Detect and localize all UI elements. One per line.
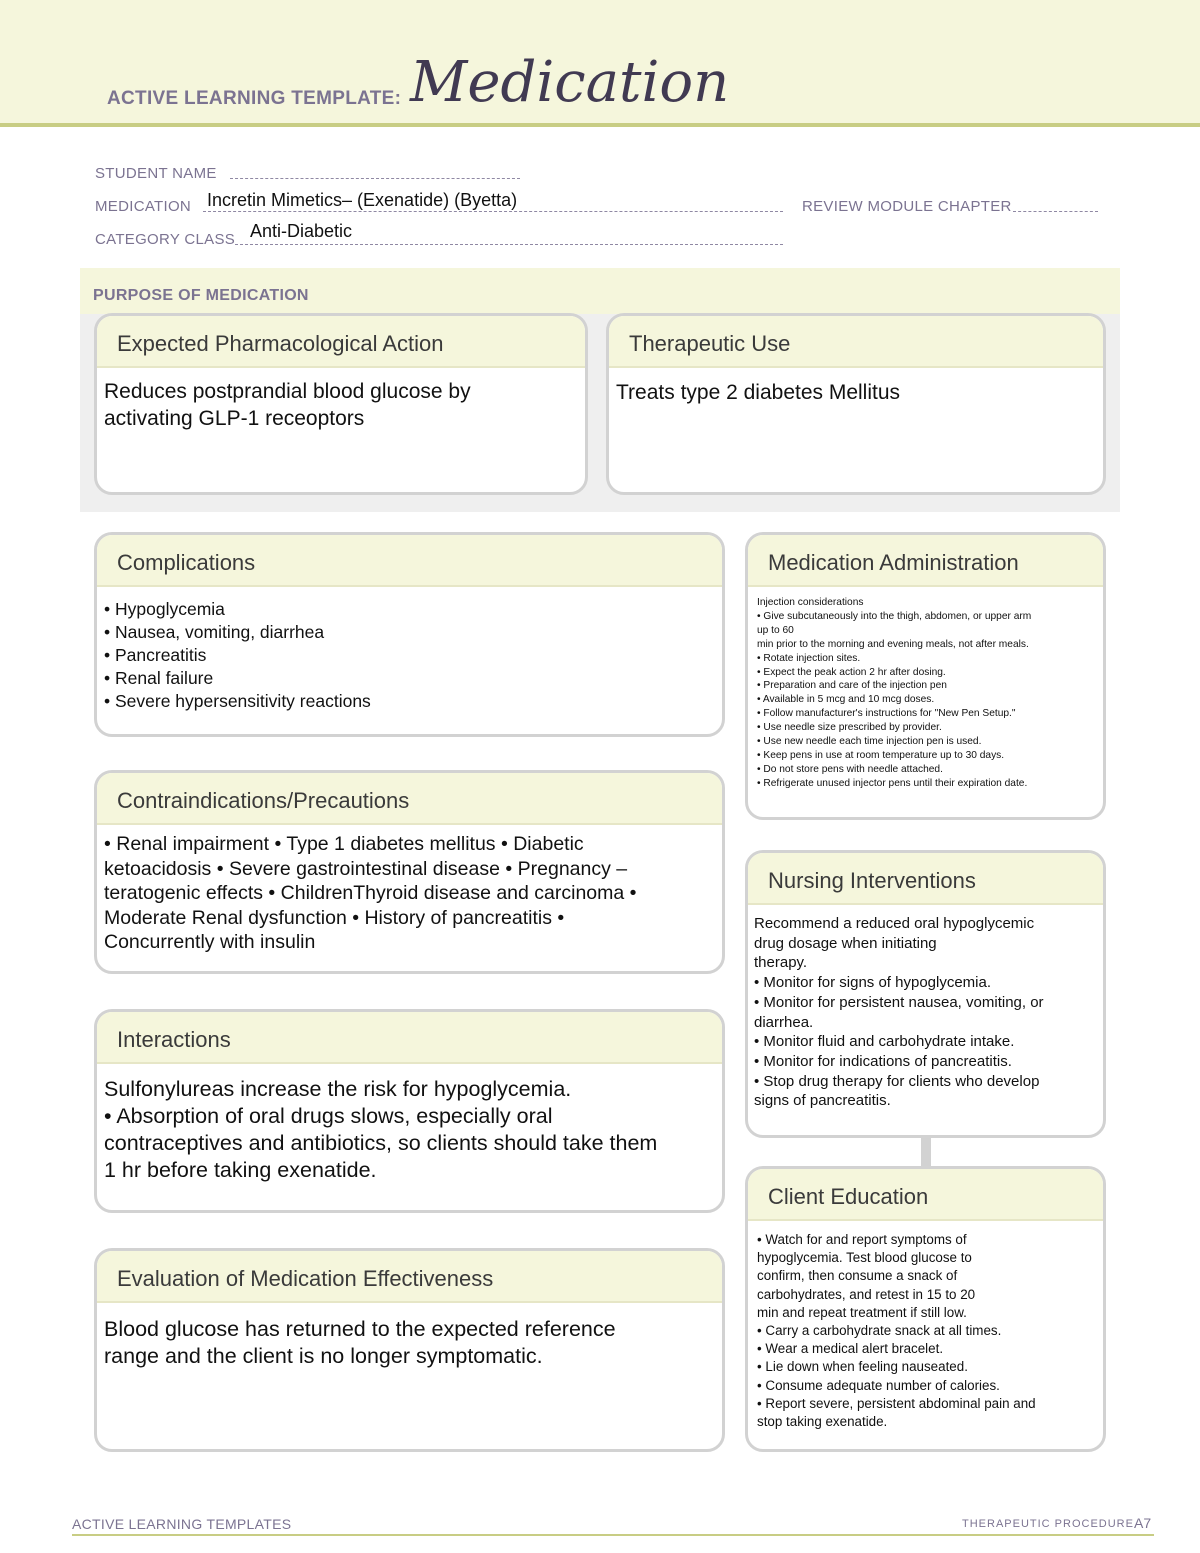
medication-field[interactable]	[203, 211, 783, 212]
education-line: stop taking exenatide.	[757, 1414, 888, 1430]
education-line: • Wear a medical alert bracelet.	[757, 1341, 944, 1357]
administration-line: • Keep pens in use at room temperature up to 30 days.	[757, 749, 1005, 761]
nursing-line: therapy.	[754, 954, 808, 972]
administration-line: up to 60	[757, 624, 794, 636]
education-body	[748, 1221, 1103, 1431]
contraindications-line: teratogenic effects • ChildrenThyroid disease and carcinoma •	[104, 882, 637, 904]
complications-title: Complications	[97, 535, 722, 587]
contraindications-line: ketoacidosis • Severe gastrointestinal disease • Pregnancy –	[104, 857, 628, 880]
student-name-label: STUDENT NAME	[95, 165, 217, 182]
expected-action-body	[97, 368, 585, 432]
interactions-line: Sulfonylureas increase the risk for hypoglycemia.	[104, 1077, 572, 1101]
page-title: Medication	[410, 50, 730, 115]
education-line: hypoglycemia. Test blood glucose to	[757, 1250, 972, 1266]
administration-line: • Follow manufacturer's instructions for "New Pen Setup."	[757, 708, 1016, 720]
contraindications-line: Moderate Renal dysfunction • History of pancreatitis •	[104, 906, 565, 929]
evaluation-title: Evaluation of Medication Effectiveness	[97, 1251, 722, 1303]
complications-line: • Pancreatitis	[104, 645, 207, 665]
interactions-line: • Absorption of oral drugs slows, especially oral	[104, 1104, 553, 1128]
review-module-field[interactable]	[1013, 211, 1098, 212]
administration-body	[748, 587, 1103, 791]
administration-line: • Use new needle each time injection pen is used.	[757, 736, 982, 748]
nursing-body	[748, 905, 1103, 1111]
interactions-line: 1 hr before taking exenatide.	[104, 1158, 377, 1182]
evaluation-card	[94, 1248, 725, 1452]
medication-value: Incretin Mimetics– (Exenatide) (Byetta)	[207, 190, 518, 210]
administration-line: • Do not store pens with needle attached.	[757, 763, 943, 775]
interactions-line: contraceptives and antibiotics, so clients should take them	[104, 1131, 658, 1155]
purpose-label: PURPOSE OF MEDICATION	[93, 287, 309, 304]
contraindications-card	[94, 770, 725, 974]
contraindications-body	[97, 825, 722, 955]
complications-body	[97, 587, 722, 713]
interactions-body	[97, 1064, 722, 1184]
complications-line: • Renal failure	[104, 668, 214, 688]
expected-action-card	[94, 313, 588, 495]
nursing-line: • Monitor fluid and carbohydrate intake.	[754, 1033, 1015, 1051]
header-rule	[0, 123, 1200, 127]
footer-rule	[72, 1534, 1154, 1536]
expected-action-title: Expected Pharmacological Action	[97, 316, 585, 368]
education-line: confirm, then consume a snack of	[757, 1268, 958, 1284]
education-line: • Consume adequate number of calories.	[757, 1377, 1000, 1393]
administration-line: min prior to the morning and evening meals, not after meals.	[757, 638, 1029, 650]
template-label: ACTIVE LEARNING TEMPLATE:	[107, 88, 402, 109]
education-line: • Watch for and report symptoms of	[757, 1232, 967, 1247]
therapeutic-use-body	[609, 368, 1103, 406]
education-line: • Report severe, persistent abdominal pain and	[757, 1395, 1036, 1411]
nursing-line: signs of pancreatitis.	[754, 1092, 891, 1110]
administration-line: • Available in 5 mcg and 10 mcg doses.	[757, 694, 935, 706]
evaluation-body	[97, 1303, 722, 1370]
administration-line: • Give subcutaneously into the thigh, abdomen, or upper arm	[757, 610, 1032, 622]
expected-action-line: Reduces postprandial blood glucose by	[104, 380, 471, 403]
expected-action-line: activating GLP-1 receoptors	[104, 407, 365, 430]
administration-title: Medication Administration	[748, 535, 1103, 587]
evaluation-line: Blood glucose has returned to the expected reference	[104, 1317, 616, 1341]
interactions-card	[94, 1009, 725, 1213]
administration-line: • Expect the peak action 2 hr after dosing.	[757, 666, 946, 678]
education-line: min and repeat treatment if still low.	[757, 1304, 967, 1320]
nursing-line: diarrhea.	[754, 1013, 814, 1031]
education-line: • Carry a carbohydrate snack at all times.	[757, 1323, 1002, 1339]
contraindications-title: Contraindications/Precautions	[97, 773, 722, 825]
evaluation-line: range and the client is no longer symptomatic.	[104, 1344, 543, 1368]
administration-line: • Use needle size prescribed by provider.	[757, 722, 942, 734]
administration-card	[745, 532, 1106, 820]
administration-line: • Refrigerate unused injector pens until their expiration date.	[757, 777, 1028, 789]
education-line: • Lie down when feeling nauseated.	[757, 1359, 968, 1375]
category-class-label: CATEGORY CLASS	[95, 231, 236, 248]
complications-line: • Hypoglycemia	[104, 599, 225, 619]
review-module-label: REVIEW MODULE CHAPTER	[802, 198, 1012, 215]
nursing-line: Recommend a reduced oral hypoglycemic	[754, 915, 1035, 932]
interactions-title: Interactions	[97, 1012, 722, 1064]
education-card	[745, 1166, 1106, 1452]
nursing-line: • Stop drug therapy for clients who develop	[754, 1072, 1040, 1090]
education-line: carbohydrates, and retest in 15 to 20	[757, 1286, 976, 1302]
footer-right-label: THERAPEUTIC PROCEDURE	[962, 1518, 1134, 1530]
student-name-field[interactable]	[230, 178, 520, 179]
education-title: Client Education	[748, 1169, 1103, 1221]
complications-card	[94, 532, 725, 737]
administration-line: Injection considerations	[757, 597, 864, 608]
nursing-line: • Monitor for indications of pancreatitis.	[754, 1052, 1012, 1070]
category-class-value: Anti-Diabetic	[250, 221, 353, 241]
category-class-field[interactable]	[235, 244, 783, 245]
therapeutic-use-title: Therapeutic Use	[609, 316, 1103, 368]
complications-line: • Nausea, vomiting, diarrhea	[104, 622, 325, 642]
nursing-line: • Monitor for persistent nausea, vomiting, or	[754, 993, 1044, 1011]
nursing-line: drug dosage when initiating	[754, 934, 937, 952]
therapeutic-use-line: Treats type 2 diabetes Mellitus	[616, 381, 901, 404]
nursing-line: • Monitor for signs of hypoglycemia.	[754, 974, 992, 992]
medication-label: MEDICATION	[95, 198, 192, 215]
contraindications-line: • Renal impairment • Type 1 diabetes mellitus • Diabetic	[104, 833, 584, 855]
page-number: A7	[1134, 1515, 1152, 1531]
card-connector	[921, 1136, 931, 1166]
nursing-title: Nursing Interventions	[748, 853, 1103, 905]
administration-line: • Rotate injection sites.	[757, 652, 861, 664]
therapeutic-use-card	[606, 313, 1106, 495]
contraindications-line: Concurrently with insulin	[104, 931, 316, 953]
nursing-card	[745, 850, 1106, 1138]
administration-line: • Preparation and care of the injection pen	[757, 680, 947, 692]
complications-line: • Severe hypersensitivity reactions	[104, 691, 371, 711]
footer-left-label: ACTIVE LEARNING TEMPLATES	[72, 1516, 292, 1532]
